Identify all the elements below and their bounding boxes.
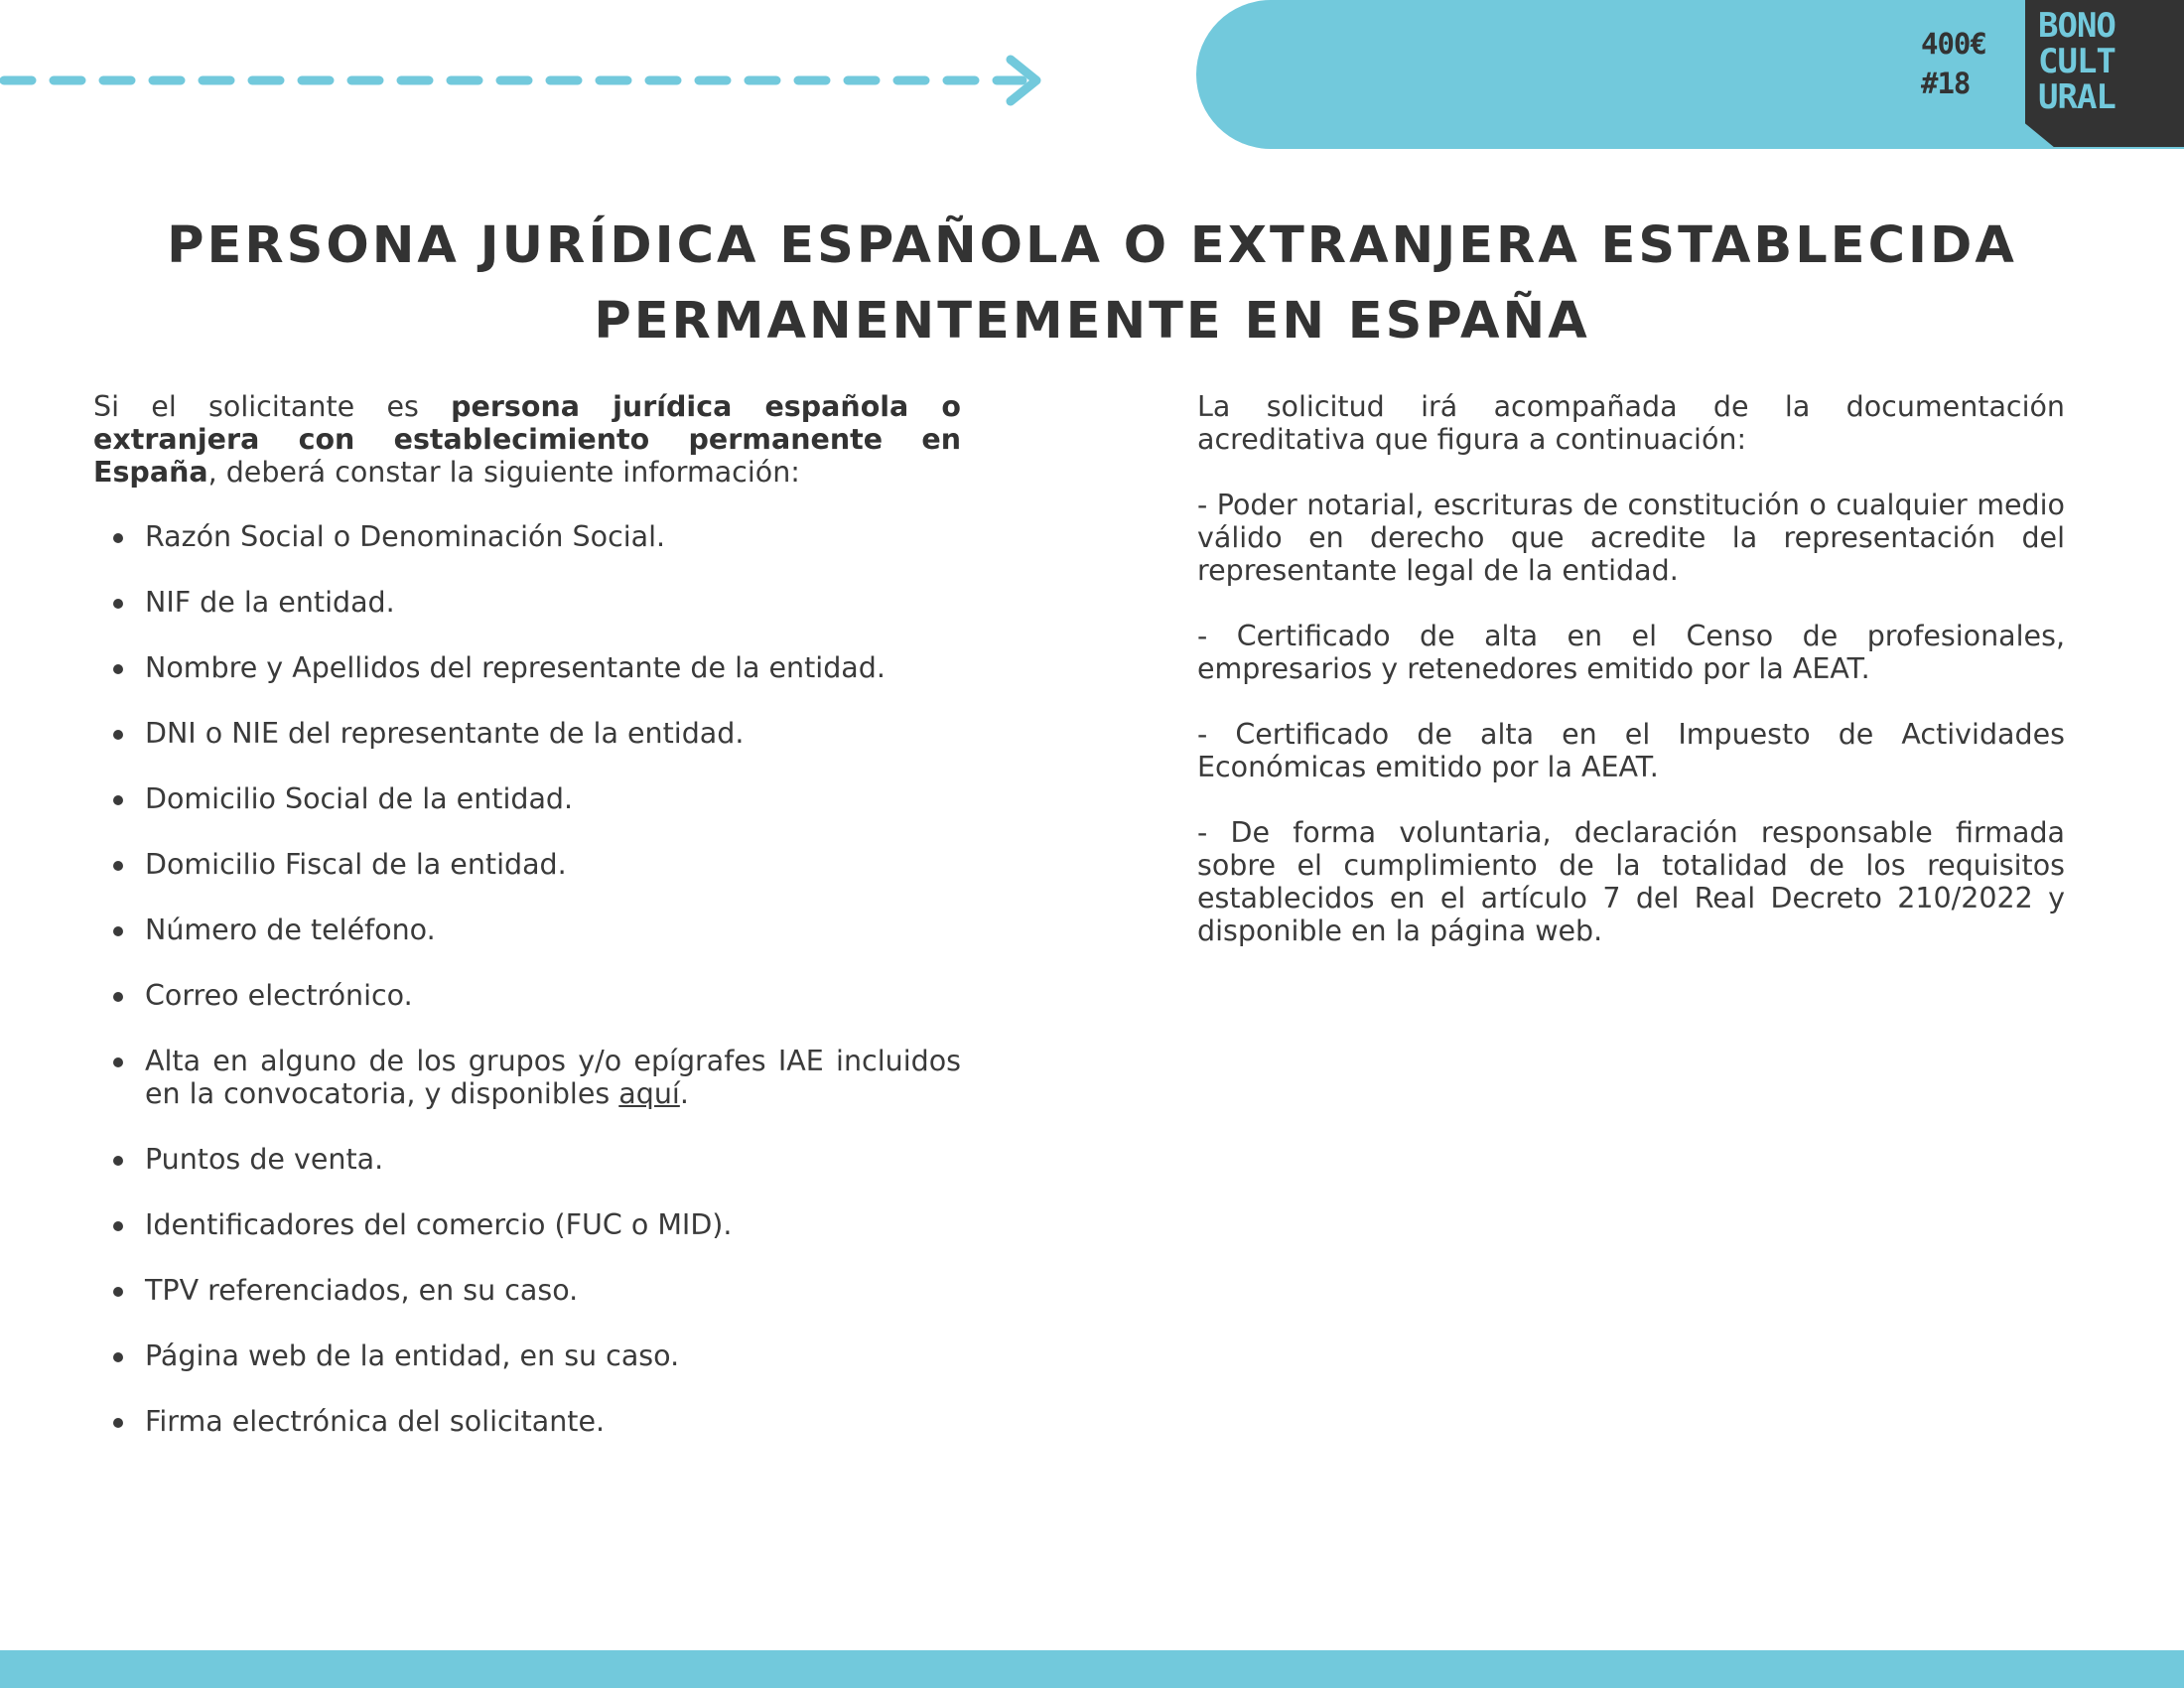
page-title [99,209,2085,359]
list-item [93,586,961,619]
list-item-text: Alta en alguno de los grupos y/o epígrafes IAE incluidos en la convocatoria, y disponibles [145,1045,961,1110]
intro-text: , deberá constar la siguiente información: [207,456,800,489]
iae-link[interactable]: aquí [618,1077,680,1110]
bullet-icon [113,599,123,609]
intro-paragraph [93,390,961,489]
bullet-icon [113,992,123,1002]
list-item-text: Puntos de venta. [145,1143,384,1176]
list-item-text: NIF de la entidad. [145,586,395,619]
bullet-icon [113,1418,123,1428]
documentation-item: - De forma voluntaria, declaración responsable firmada sobre el cumplimiento de la totalidad de los requisitos establecidos en el artículo 7 del Real Decreto 210/2022 y disponible en la página web. [1197,816,2065,947]
list-item-text: Firma electrónica del solicitante. [145,1405,606,1438]
list-item [93,1339,961,1372]
price-label [1921,24,1986,103]
list-item-text: . [679,1077,689,1110]
bullet-icon [113,861,123,871]
logo-line: BONO [2038,6,2116,46]
bullet-icon [113,926,123,936]
list-item [93,1274,961,1307]
list-item-text: Identificadores del comercio (FUC o MID). [145,1208,733,1241]
bullet-icon [113,533,123,543]
intro-text: Si el solicitante es [93,390,452,423]
list-item [93,1143,961,1176]
documentation-item: - Certificado de alta en el Impuesto de Actividades Económicas emitido por la AEAT. [1197,718,2065,783]
documentation-item: - Poder notarial, escrituras de constitución o cualquier medio válido en derecho que acredite la representación del representante legal de la entidad. [1197,489,2065,587]
list-item-text: TPV referenciados, en su caso. [145,1274,579,1307]
documentation-item: - Certificado de alta en el Censo de profesionales, empresarios y retenedores emitido por la AEAT. [1197,620,2065,685]
dashed-arrow-decoration [0,52,1052,111]
required-info-list [93,520,961,1438]
list-item [93,782,961,815]
list-item [93,848,961,881]
logo-wordmark [2038,8,2116,115]
price-amount: 400€ [1921,27,1986,61]
edition-number: #18 [1921,67,1971,100]
documentation-intro: La solicitud irá acompañada de la documentación acreditativa que figura a continuación: [1197,390,2065,456]
list-item [93,914,961,946]
list-item [93,717,961,750]
bullet-icon [113,1057,123,1067]
list-item [93,979,961,1012]
list-item-text: Domicilio Social de la entidad. [145,782,574,815]
list-item-text: Razón Social o Denominación Social. [145,520,666,553]
bullet-icon [113,664,123,674]
list-item [93,1208,961,1241]
documentation-column [1197,390,2065,980]
bullet-icon [113,1156,123,1166]
list-item-text: Número de teléfono. [145,914,436,946]
list-item-text: DNI o NIE del representante de la entidad. [145,717,745,750]
logo-line: URAL [2038,77,2116,117]
bullet-icon [113,795,123,805]
title-line: PERSONA JURÍDICA ESPAÑOLA O EXTRANJERA ESTABLECIDA [167,216,2017,275]
list-item [93,520,961,553]
intro-bold-text: persona jurídica española o extranjera con establecimiento permanente en España [93,390,962,489]
bullet-icon [113,1352,123,1362]
list-item-text: Nombre y Apellidos del representante de la entidad. [145,651,886,684]
bullet-icon [113,1221,123,1231]
logo-line: CULT [2038,42,2116,81]
list-item [93,651,961,684]
bullet-icon [113,1287,123,1297]
bullet-icon [113,730,123,740]
list-item [93,1405,961,1438]
footer-bar [0,1650,2184,1688]
list-item-text: Página web de la entidad, en su caso. [145,1339,680,1372]
list-item [93,1045,961,1110]
requirements-column [93,390,961,1471]
list-item-text: Correo electrónico. [145,979,413,1012]
title-line: PERMANENTEMENTE EN ESPAÑA [594,292,1590,351]
list-item-text: Domicilio Fiscal de la entidad. [145,848,567,881]
